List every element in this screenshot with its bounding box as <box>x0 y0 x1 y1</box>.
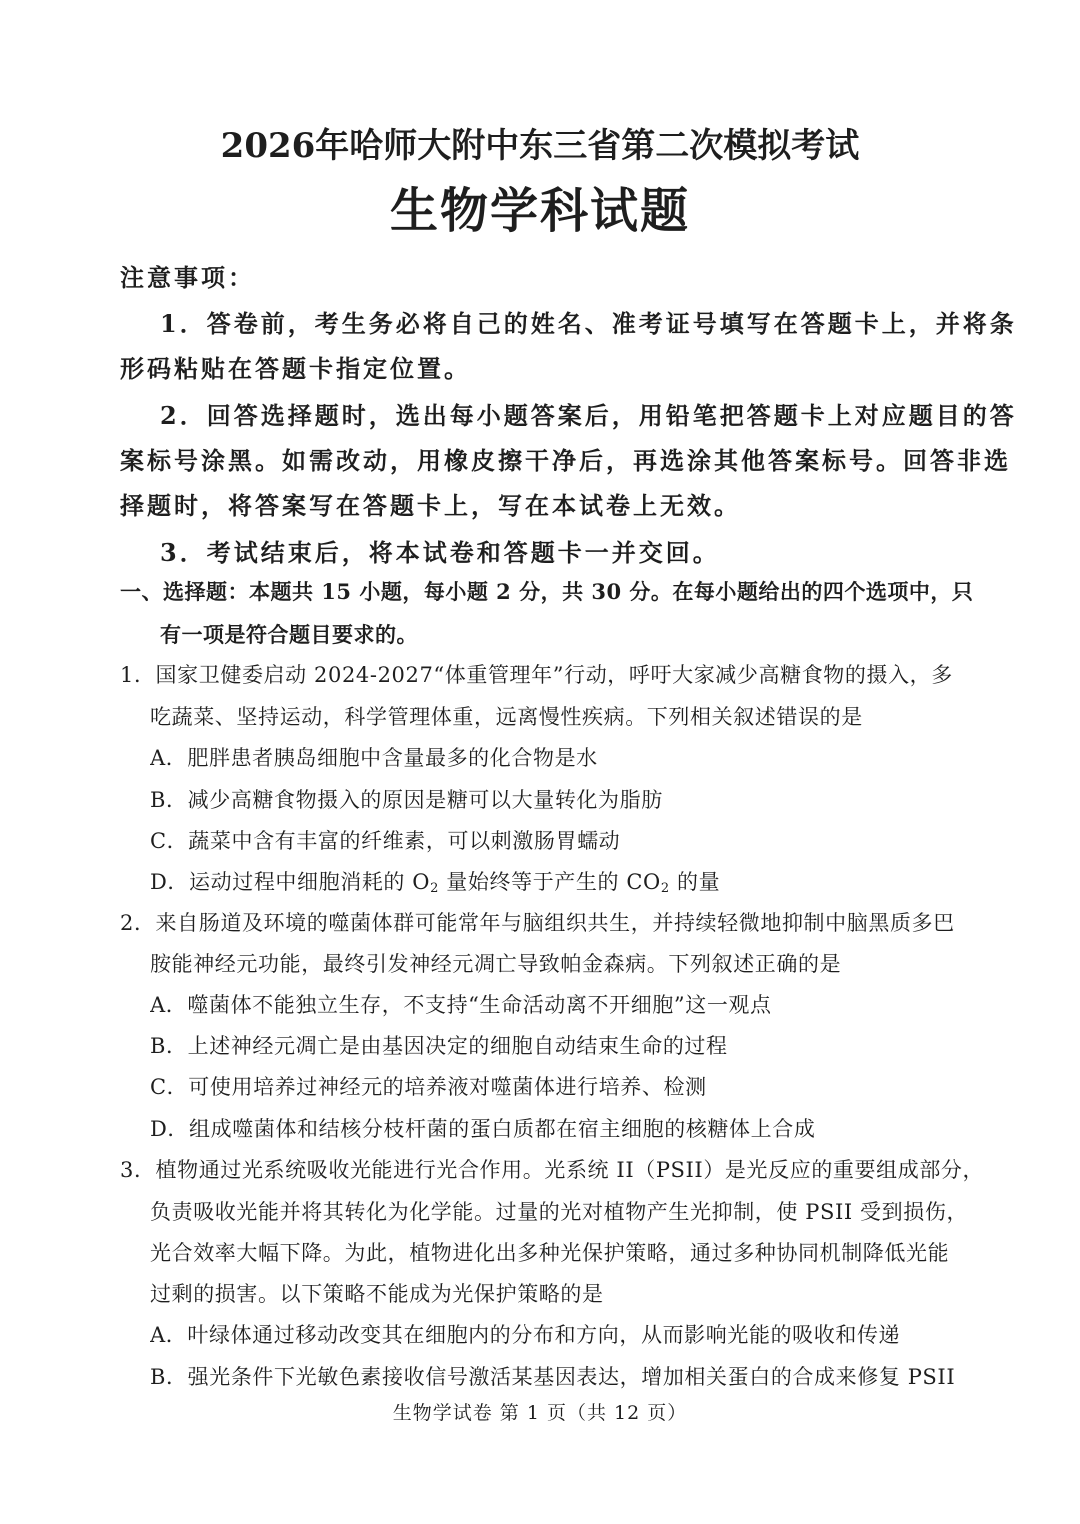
q2-stem-line-2: 胺能神经元功能，最终引发神经元凋亡导致帕金森病。下列叙述正确的是 <box>150 952 842 976</box>
section-heading-line-1: 一、选择题：本题共 15 小题，每小题 2 分，共 30 分。在每小题给出的四个选项中，只 <box>120 579 974 604</box>
q1-stem-line-1: 1．国家卫健委启动 2024-2027“体重管理年”行动，呼吁大家减少高糖食物的摄入，多 <box>120 663 953 687</box>
q3-option-a: A．叶绿体通过移动改变其在细胞内的分布和方向，从而影响光能的吸收和传递 <box>150 1323 901 1347</box>
q1-stem-line-2: 吃蔬菜、坚持运动，科学管理体重，远离慢性疾病。下列相关叙述错误的是 <box>150 705 863 729</box>
q1-option-d-subscript-1: 2 <box>430 881 440 896</box>
q3-stem-line-2: 负责吸收光能并将其转化为化学能。过量的光对植物产生光抑制，使 PSII 受到损伤， <box>150 1200 969 1224</box>
page-footer: 生物学试卷 第 1 页（共 12 页） <box>392 1402 688 1424</box>
q1-option-d <box>150 866 720 896</box>
q1-option-d-subscript-2: 2 <box>660 881 670 896</box>
q1-option-a: A．肥胖患者胰岛细胞中含量最多的化合物是水 <box>150 746 598 770</box>
notice-item-1-line-2: 形码粘贴在答题卡指定位置。 <box>120 354 471 383</box>
q1-option-d-text-1: D．运动过程中细胞消耗的 O <box>150 870 431 894</box>
notice-item-2-line-1: 2．回答选择题时，选出每小题答案后，用铅笔把答题卡上对应题目的答 <box>160 401 1017 430</box>
exam-title: 2026年哈师大附中东三省第二次模拟考试 <box>220 126 860 166</box>
notice-item-2-line-2: 案标号涂黑。如需改动，用橡皮擦干净后，再选涂其他答案标号。回答非选 <box>120 446 1011 475</box>
notice-heading: 注意事项： <box>120 263 255 292</box>
q2-option-b: B．上述神经元凋亡是由基因决定的细胞自动结束生命的过程 <box>150 1034 728 1058</box>
q1-option-d-text-2: 量始终等于产生的 CO <box>439 870 661 894</box>
q3-stem-line-1: 3．植物通过光系统吸收光能进行光合作用。光系统 II（PSII）是光反应的重要组成部分， <box>120 1158 985 1182</box>
notice-item-1-line-1: 1．答卷前，考生务必将自己的姓名、准考证号填写在答题卡上，并将条 <box>160 309 1017 338</box>
q1-option-b: B．减少高糖食物摄入的原因是糖可以大量转化为脂肪 <box>150 788 663 812</box>
q2-option-d: D．组成噬菌体和结核分枝杆菌的蛋白质都在宿主细胞的核糖体上合成 <box>150 1117 816 1141</box>
q3-stem-line-3: 光合效率大幅下降。为此，植物进化出多种光保护策略，通过多种协同机制降低光能 <box>150 1241 950 1265</box>
q2-option-c: C．可使用培养过神经元的培养液对噬菌体进行培养、检测 <box>150 1075 707 1099</box>
notice-item-3-line-1: 3．考试结束后，将本试卷和答题卡一并交回。 <box>160 538 720 567</box>
notice-item-2-line-3: 择题时，将答案写在答题卡上，写在本试卷上无效。 <box>120 491 741 520</box>
q2-option-a: A．噬菌体不能独立生存，不支持“生命活动离不开细胞”这一观点 <box>150 993 772 1017</box>
q1-option-d-text-3: 的量 <box>669 870 721 894</box>
q3-stem-line-4: 过剩的损害。以下策略不能成为光保护策略的是 <box>150 1282 604 1306</box>
subject-title: 生物学科试题 <box>389 183 690 239</box>
section-heading-line-2: 有一项是符合题目要求的。 <box>160 622 418 647</box>
q3-option-b: B．强光条件下光敏色素接收信号激活某基因表达，增加相关蛋白的合成来修复 PSII <box>150 1365 956 1389</box>
q1-option-c: C．蔬菜中含有丰富的纤维素，可以刺激肠胃蠕动 <box>150 829 621 853</box>
q2-stem-line-1: 2．来自肠道及环境的噬菌体群可能常年与脑组织共生，并持续轻微地抑制中脑黑质多巴 <box>120 911 955 935</box>
